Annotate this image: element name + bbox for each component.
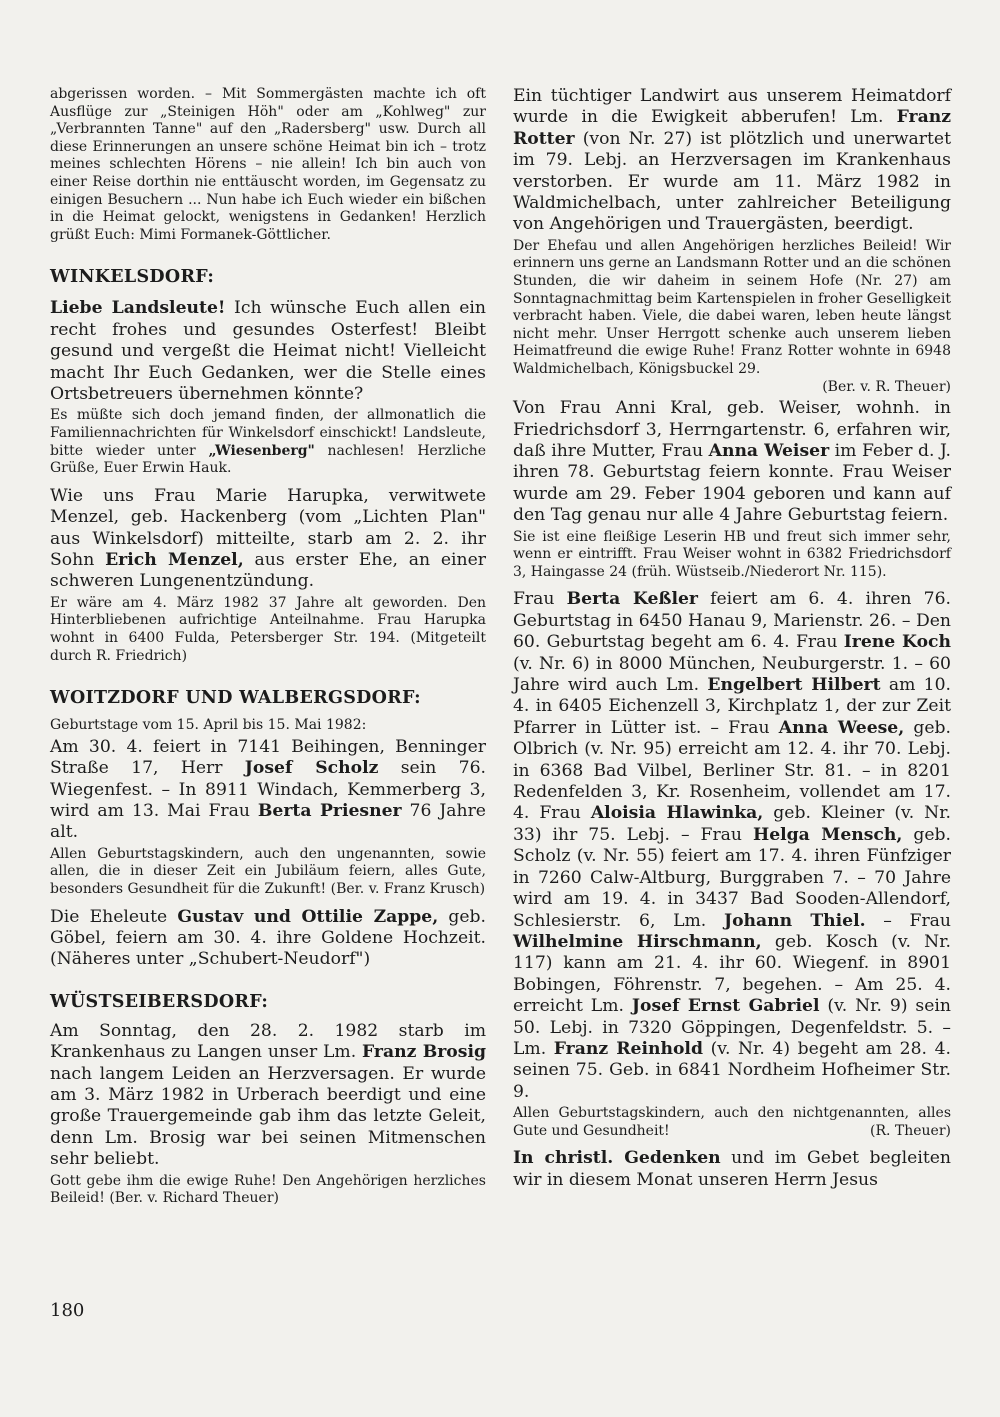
page-number: 180 xyxy=(50,1300,85,1321)
rotter-obituary: Ein tüchtiger Landwirt aus unserem Heimatdorf wurde in die Ewigkeit abberufen! Lm. Franz Rotter (von Nr. 27) ist plötzlich und unerwartet im 79. Lebj. an Herzversagen im Krankenhaus verstorben. Er wurde am 11. März 1982 in Waldmichelbach, unter zahlreicher Beteiligung von Angehörigen und Trauergästen, beerdigt. xyxy=(513,86,951,235)
woitzdorf-wishes: Allen Geburtstagskindern, auch den ungenannten, sowie allen, die in dieser Zeit ein Jubiläum feiern, alles Gute, besonders Gesundheit für die Zukunft! (Ber. v. Franz Krusch) xyxy=(50,845,486,897)
winkelsdorf-obituary-note: Er wäre am 4. März 1982 37 Jahre alt geworden. Den Hinterbliebenen aufrichtige Anteilnahme. Frau Harupka wohnt in 6400 Fulda, Petersberger Str. 194. (Mitgeteilt durch R. Friedrich) xyxy=(50,594,486,664)
rotter-credit: (Ber. v. R. Theuer) xyxy=(822,378,951,395)
woitzdorf-subheading: Geburtstage vom 15. April bis 15. Mai 1982: xyxy=(50,717,367,734)
birthday-wishes: Allen Geburtstagskindern, auch den nichtgenannten, alles Gute und Gesundheit! (R. Theuer) xyxy=(513,1105,951,1139)
wuestseibersdorf-condolence: Gott gebe ihm die ewige Ruhe! Den Angehörigen herzliches Beileid! (Ber. v. Richard Theuer) xyxy=(50,1172,486,1207)
winkelsdorf-greeting: Liebe Landsleute! Ich wünsche Euch allen ein recht frohes und gesundes Osterfest! Bleibt gesund und vergeßt die Heimat nicht! Vielleicht macht Ihr Euch Gedanken, wer die Stelle eines Ortsbetreuers übernehmen könnte? xyxy=(50,298,486,404)
heading-wuestseibersdorf: WÜSTSEIBERSDORF: xyxy=(50,991,269,1012)
woitzdorf-birthdays: Am 30. 4. feiert in 7141 Beihingen, Benninger Straße 17, Herr Josef Scholz sein 76. Wiegenfest. – In 8911 Windach, Kemmerberg 3, wird am 13. Mai Frau Berta Priesner 76 Jahre alt. xyxy=(50,736,486,843)
winkelsdorf-note: Es müßte sich doch jemand finden, der allmonatlich die Familiennachrichten für Winkelsdorf einschickt! Landsleute, bitte wieder unter „Wiesenberg" nachlesen! Herzliche Grüße, Euer Erwin Hauk. xyxy=(50,407,487,477)
left-column xyxy=(50,86,486,1208)
weiser-note: Sie ist eine fleißige Leserin HB und freut sich immer sehr, wenn er eintrifft. Frau Weiser wohnt in 6382 Friedrichsdorf 3, Haingasse 24 (früh. Wüstseib./Niederort Nr. 115). xyxy=(513,528,951,580)
birthday-wishes-credit: (R. Theuer) xyxy=(870,1122,951,1139)
heading-winkelsdorf: WINKELSDORF: xyxy=(50,267,215,288)
weiser-birthday: Von Frau Anni Kral, geb. Weiser, wohnh. in Friedrichsdorf 3, Herrngartenstr. 6, erfahren wir, daß ihre Mutter, Frau Anna Weiser im Feber d. J. ihren 78. Geburtstag feiern konnte. Frau Weiser wurde am 29. Feber 1904 geboren und kann auf den Tag genau nur alle 4 Jahre Geburtstag feiern. xyxy=(513,398,951,526)
memorial-paragraph: In christl. Gedenken und im Gebet begleiten wir in diesem Monat unseren Herrn Jesus xyxy=(513,1148,951,1190)
winkelsdorf-obituary: Wie uns Frau Marie Harupka, verwitwete Menzel, geb. Hackenberg (vom „Lichten Plan" aus Winkelsdorf) mitteilte, starb am 2. 2. ihr Sohn Erich Menzel, aus erster Ehe, an einer schweren Lungenentzündung. xyxy=(50,485,487,592)
woitzdorf-anniversary: Die Eheleute Gustav und Ottilie Zappe, geb. Göbel, feiern am 30. 4. ihre Goldene Hochzeit. (Näheres unter „Schubert-Neudorf") xyxy=(50,906,487,970)
right-column xyxy=(513,86,951,1191)
birthday-list: Frau Berta Keßler feiert am 6. 4. ihren 76. Geburtstag in 6450 Hanau 9, Marienstr. 26. – Den 60. Geburtstag begeht am 6. 4. Frau Irene Koch (v. Nr. 6) in 8000 München, Neuburgerstr. 1. – 60 Jahre wird auch Lm. Engelbert Hilbert am 10. 4. in 6405 Eichenzell 3, Kirchplatz 1, der zur Zeit Pfarrer in Lütter ist. – Frau Anna Weese, geb. Olbrich (v. Nr. 95) erreicht am 12. 4. ihr 70. Lebj. in 6368 Bad Vilbel, Berliner Str. 81. – in 8201 Redenfelden 3, Kr. Rosenheim, vollendet am 17. 4. Frau Aloisia Hlawinka, geb. Kleiner (v. Nr. 33) ihr 75. Lebj. – Frau Helga Mensch, geb. Scholz (v. Nr. 55) feiert am 17. 4. ihren Fünfziger in 7260 Calw-Altburg, Burggraben 7. – 70 Jahre wird am 19. 4. in 3437 Bad Sooden-Allendorf, Schlesierstr. 6, Lm. Johann Thiel. – Frau Wilhelmine Hirschmann, geb. Kosch (v. Nr. 117) kann am 21. 4. ihr 60. Wiegenf. in 8901 Bobingen, Föhrenstr. 7, begehen. – Am 25. 4. erreicht Lm. Josef Ernst Gabriel (v. Nr. 9) sein 50. Lebj. in 7320 Göppingen, Degenfeldstr. 5. – Lm. Franz Reinhold (v. Nr. 4) begeht am 28. 4. seinen 75. Geb. in 6841 Nordheim Hofheimer Str. 9. xyxy=(513,589,952,1102)
rotter-condolence: Der Ehefau und allen Angehörigen herzliches Beileid! Wir erinnern uns gerne an Landsmann Rotter und an die schönen Stunden, die wir daheim in seinem Hofe (Nr. 27) am Sonntagnachmittag beim Kartenspielen in froher Geselligkeit verbracht haben. Viele, die dabei waren, leben heute längst nicht mehr. Unser Herrgott schenke auch unserem lieben Heimatfreund die ewige Ruhe! Franz Rotter wohnte in 6948 Waldmichelbach, Königsbuckel 29. xyxy=(513,237,951,377)
wuestseibersdorf-obituary: Am Sonntag, den 28. 2. 1982 starb im Krankenhaus zu Langen unser Lm. Franz Brosig nach langem Leiden an Herzversagen. Er wurde am 3. März 1982 in Urberach beerdigt und eine große Trauergemeinde gab ihm das letzte Geleit, denn Lm. Brosig war bei seinen Mitmenschen sehr beliebt. xyxy=(50,1020,486,1170)
heading-woitzdorf: WOITZDORF UND WALBERGSDORF: xyxy=(50,688,421,709)
intro-paragraph: abgerissen worden. – Mit Sommergästen machte ich oft Ausflüge zur „Steinigen Höh" oder am „Kohlweg" zur „Verbrannten Tanne" auf den „Radersberg" usw. Durch all diese Erinnerungen an unsere schöne Heimat bin ich – trotz meines schlechten Hörens – nie allein! Ich bin auch von einer Reise dorthin nie enttäuscht worden, im Gegensatz zu einigen Besuchern ... Nun habe ich Euch wieder ein bißchen in die Heimat gelockt, wenigstens in Gedanken! Herzlich grüßt Euch: Mimi Formanek-Göttlicher. xyxy=(50,86,486,243)
